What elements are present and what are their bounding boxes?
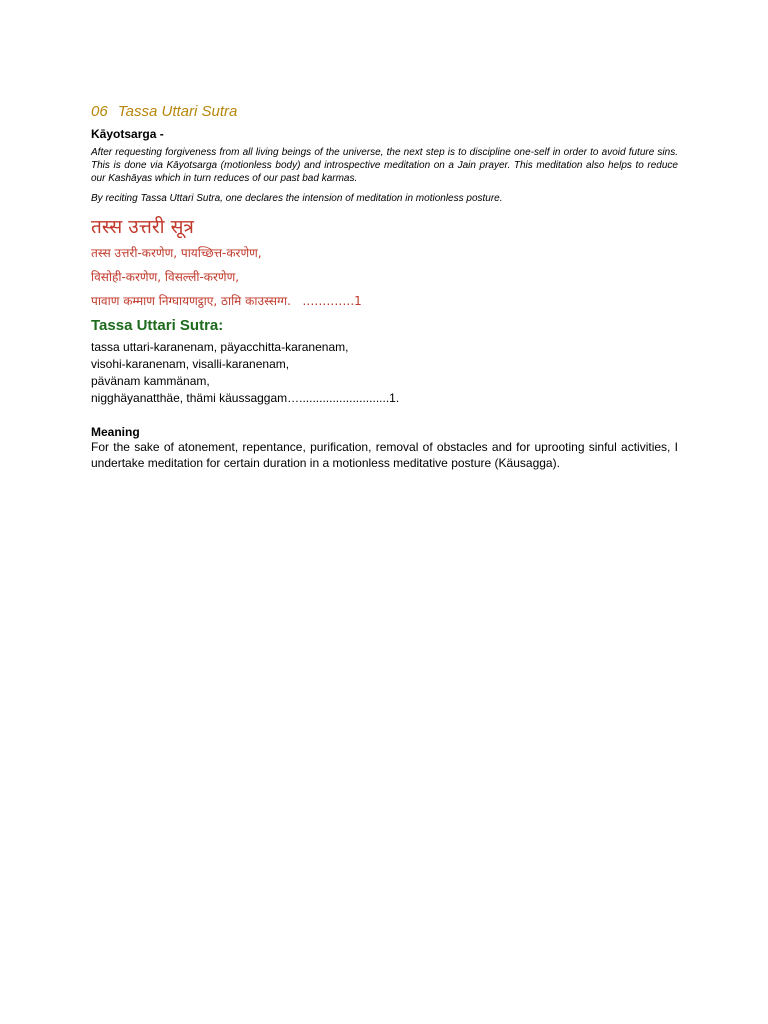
transliteration-line-3: pävänam kammänam,	[91, 374, 210, 388]
section-title: Tassa Uttari Sutra	[117, 103, 238, 120]
sanskrit-title: तस्स उत्तरी सूत्र	[91, 216, 194, 238]
section-number: 06	[91, 103, 108, 120]
transliteration-title: Tassa Uttari Sutra:	[91, 317, 224, 334]
meaning-heading: Meaning	[91, 425, 140, 439]
transliteration-line-2: visohi-karanenam, visalli-karanenam,	[91, 357, 290, 371]
transliteration-line-1: tassa uttari-karanenam, päyacchitta-karanenam,	[91, 340, 349, 354]
sanskrit-line-3: पावाण कम्माण निग्घायणट्ठाए, ठामि काउस्सग्ग. ………….1	[91, 294, 362, 308]
sanskrit-line-2: विसोही-करणेण, विसल्ली-करणेण,	[91, 270, 240, 284]
transliteration-line-4: nigghäyanatthäe, thämi käussaggam…...........................1.	[91, 391, 400, 405]
intro-paragraph-1: After requesting forgiveness from all living beings of the universe, the next step is to discipline one-self in order to avoid future sins. This is done via Kāyotsarga (motionless body) and introspective meditation on a Jain prayer. This meditation also helps to reduce our Kashāyas which in turn reduces of our past bad karmas.	[91, 147, 678, 184]
section-heading	[91, 103, 678, 121]
transliteration-block	[91, 339, 678, 407]
kayotsarga-subheading: Kāyotsarga -	[91, 127, 164, 141]
sanskrit-line-1: तस्स उत्तरी-करणेण, पायच्छित्त-करणेण,	[91, 246, 262, 260]
document-page	[91, 103, 678, 471]
meaning-text: For the sake of atonement, repentance, purification, removal of obstacles and for uprooting sinful activities, I undertake meditation for certain duration in a motionless meditative posture (Käusagga).	[91, 440, 678, 470]
intro-paragraph-2: By reciting Tassa Uttari Sutra, one declares the intension of meditation in motionless posture.	[91, 193, 503, 204]
